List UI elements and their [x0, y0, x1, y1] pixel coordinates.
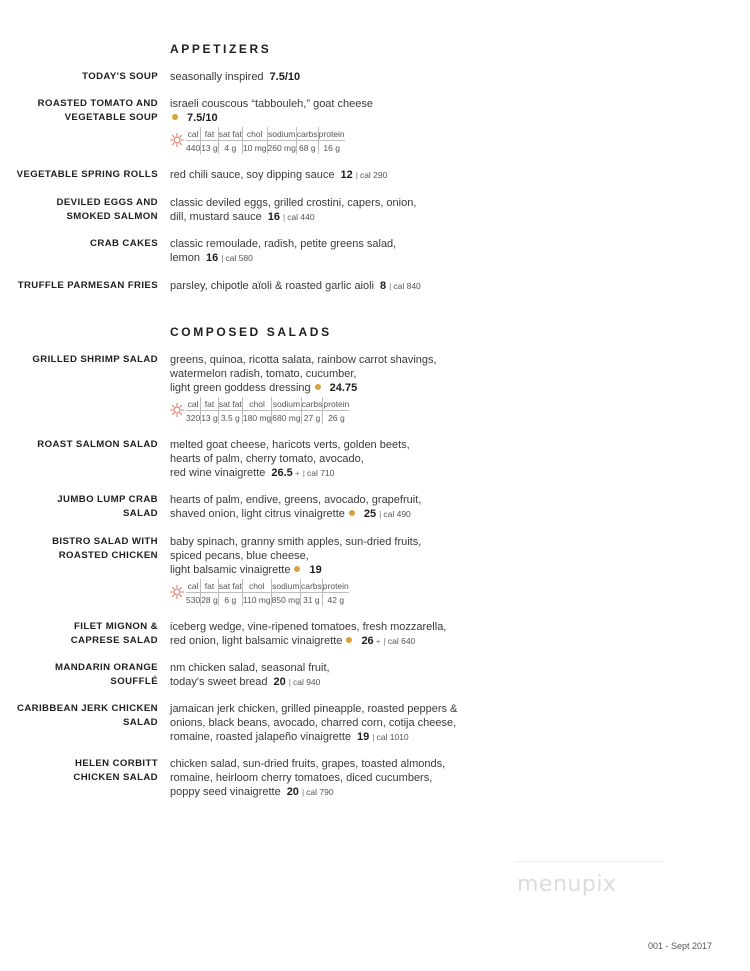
- nutrition-table: cal fat sat fat chol sodium carbs protein 440 13 g 4 g 10 mg 260 mg 68 g 16 g: [186, 128, 345, 153]
- item-name: ROAST SALMON SALAD: [37, 439, 158, 450]
- section-title-appetizers: APPETIZERS: [170, 42, 272, 56]
- healthy-dot-icon: [294, 566, 300, 572]
- item-name: BISTRO SALAD WITH ROASTED CHICKEN: [52, 536, 158, 561]
- item-description: melted goat cheese, haricots verts, golden beets, hearts of palm, cherry tomato, avocado, red wine vinaigrette 26.5 + | cal 710: [170, 439, 410, 479]
- item-name: FILET MIGNON & CAPRESE SALAD: [70, 621, 158, 646]
- item-name: TODAY'S SOUP: [82, 71, 158, 82]
- item-price: 7.5/10: [187, 112, 218, 124]
- sun-icon: [170, 585, 184, 599]
- item-description: parsley, chipotle aïoli & roasted garlic aioli 8 | cal 840: [170, 280, 421, 292]
- item-name: GRILLED SHRIMP SALAD: [32, 354, 158, 365]
- section-title-composed-salads: COMPOSED SALADS: [170, 325, 332, 339]
- item-name: JUMBO LUMP CRAB SALAD: [57, 494, 158, 519]
- item-name: TRUFFLE PARMESAN FRIES: [17, 280, 158, 291]
- sun-icon: [170, 133, 184, 147]
- item-description: iceberg wedge, vine-ripened tomatoes, fresh mozzarella, red onion, light balsamic vinaigrette 26 + | cal 640: [170, 621, 447, 647]
- healthy-dot-icon: [346, 637, 352, 643]
- item-description: baby spinach, granny smith apples, sun-dried fruits, spiced pecans, blue cheese, light balsamic vinaigrette 19: [170, 536, 422, 576]
- item-description: israeli couscous “tabbouleh,” goat cheese 7.5/10: [170, 98, 374, 124]
- item-name: HELEN CORBITT CHICKEN SALAD: [73, 758, 158, 783]
- sun-icon: [170, 403, 184, 417]
- item-description: hearts of palm, endive, greens, avocado, grapefruit, shaved onion, light citrus vinaigrette 25 | cal 490: [170, 494, 422, 520]
- item-name: CRAB CAKES: [90, 238, 158, 249]
- menupix-watermark: menupix: [517, 872, 617, 897]
- item-description: jamaican jerk chicken, grilled pineapple, roasted peppers & onions, black beans, avocado, charred corn, cotija cheese, romaine, roasted jalapeño vinaigrette 19 | cal 1010: [170, 703, 458, 743]
- nutrition-table: cal fat sat fat chol sodium carbs protein 320 13 g 3.5 g 180 mg 680 mg 27 g 26 g: [186, 398, 350, 423]
- healthy-dot-icon: [172, 114, 178, 120]
- item-description: chicken salad, sun-dried fruits, grapes, toasted almonds, romaine, heirloom cherry tomatoes, diced cucumbers, poppy seed vinaigrette 20 | cal 790: [170, 758, 446, 798]
- healthy-dot-icon: [349, 510, 355, 516]
- item-description: nm chicken salad, seasonal fruit, today's sweet bread 20 | cal 940: [170, 662, 330, 688]
- item-name: MANDARIN ORANGE SOUFFLÉ: [54, 662, 158, 687]
- item-name: DEVILED EGGS AND SMOKED SALMON: [56, 197, 158, 222]
- page-footer: 001 - Sept 2017: [647, 941, 712, 951]
- item-name: VEGETABLE SPRING ROLLS: [16, 169, 158, 180]
- item-description: greens, quinoa, ricotta salata, rainbow carrot shavings, watermelon radish, tomato, cucumber, light green goddess dressing 24.75: [170, 354, 437, 394]
- item-description: classic deviled eggs, grilled crostini, capers, onion, dill, mustard sauce 16 | cal 440: [170, 197, 417, 223]
- item-description: classic remoulade, radish, petite greens salad, lemon 16 | cal 580: [170, 238, 397, 264]
- item-description: red chili sauce, soy dipping sauce 12 | cal 290: [170, 169, 388, 181]
- item-description: seasonally inspired 7.5/10: [170, 71, 301, 83]
- watermark-divider: [515, 861, 663, 862]
- nutrition-table: cal fat sat fat chol sodium carbs protein 530 28 g 6 g 110 mg 850 mg 31 g 42 g: [186, 580, 349, 605]
- item-price: 7.5/10: [269, 71, 301, 83]
- item-name: CARIBBEAN JERK CHICKEN SALAD: [17, 703, 158, 728]
- item-name: ROASTED TOMATO AND VEGETABLE SOUP: [37, 98, 158, 123]
- healthy-dot-icon: [315, 384, 321, 390]
